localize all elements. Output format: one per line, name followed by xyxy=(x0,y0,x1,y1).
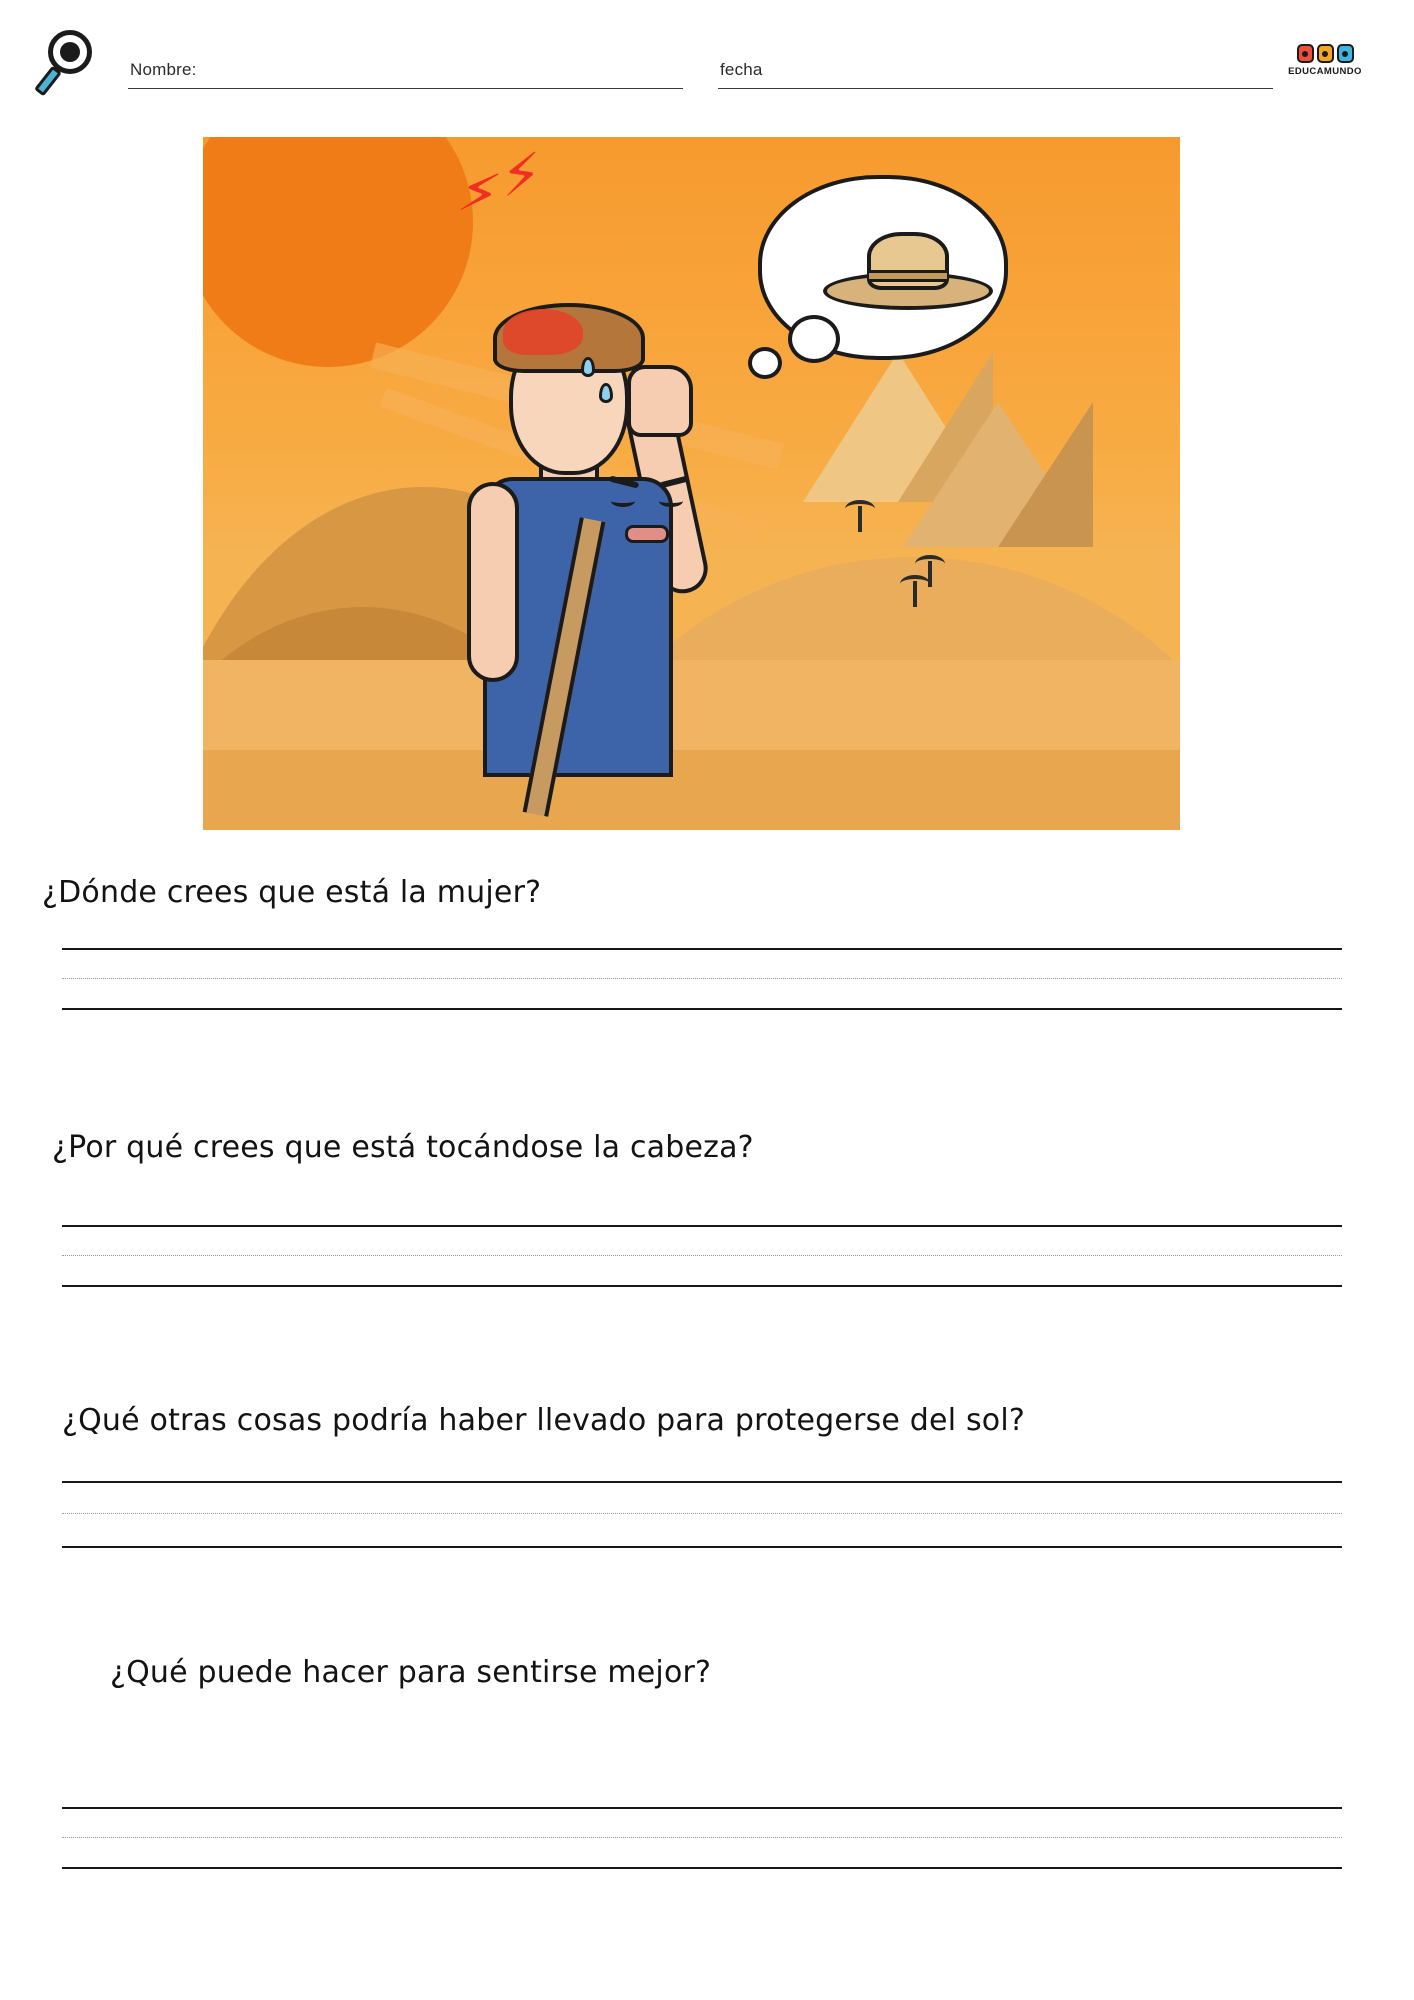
answer-line-1-bottom[interactable] xyxy=(62,1008,1342,1010)
eye-left xyxy=(611,495,635,507)
answer-line-1-top[interactable] xyxy=(62,948,1342,950)
brand-name: EDUCAMUNDO xyxy=(1288,66,1362,77)
date-label: fecha xyxy=(720,60,763,79)
answer-line-2-top[interactable] xyxy=(62,1225,1342,1227)
date-field[interactable] xyxy=(718,54,1273,89)
answer-line-2-mid xyxy=(62,1255,1342,1256)
answer-line-3-bottom[interactable] xyxy=(62,1546,1342,1548)
thought-bubble-small xyxy=(788,315,840,363)
brand-dots-icon xyxy=(1270,44,1380,63)
answer-line-3-mid xyxy=(62,1513,1342,1514)
sweat-drop-icon xyxy=(599,383,613,403)
eye-right xyxy=(659,495,683,507)
answer-line-4-mid xyxy=(62,1837,1342,1838)
sunburn-mark xyxy=(503,309,583,355)
page-header xyxy=(0,22,1414,102)
palm-tree-icon xyxy=(898,567,932,607)
answer-line-1-mid xyxy=(62,978,1342,979)
answer-line-2-bottom[interactable] xyxy=(62,1285,1342,1287)
brand-dot-red xyxy=(1297,44,1314,63)
answer-line-3-top[interactable] xyxy=(62,1481,1342,1483)
question-text-2: ¿Por qué crees que está tocándose la cabeza? xyxy=(52,1130,754,1165)
right-hand xyxy=(627,365,693,437)
worksheet-illustration xyxy=(203,137,1180,830)
palm-trunk xyxy=(858,506,862,532)
name-label: Nombre: xyxy=(130,60,197,79)
magnifier-icon xyxy=(40,30,106,100)
mouth xyxy=(625,525,669,543)
question-text-1: ¿Dónde crees que está la mujer? xyxy=(42,875,542,910)
brand-dot-yellow xyxy=(1317,44,1334,63)
brand-dot-blue xyxy=(1337,44,1354,63)
lightning-bolt-icon: ⚡ xyxy=(453,155,506,231)
name-field[interactable] xyxy=(128,54,683,89)
palm-trunk xyxy=(913,581,917,607)
sweat-drop-icon xyxy=(581,357,595,377)
woman-figure xyxy=(431,237,761,817)
answer-line-4-top[interactable] xyxy=(62,1807,1342,1809)
hat-icon xyxy=(823,232,993,310)
left-arm xyxy=(467,482,519,682)
magnifier-lens xyxy=(48,30,92,74)
brand-logo xyxy=(1270,44,1380,77)
palm-tree-icon xyxy=(843,492,877,532)
question-text-4: ¿Qué puede hacer para sentirse mejor? xyxy=(110,1655,712,1690)
answer-line-4-bottom[interactable] xyxy=(62,1867,1342,1869)
hat-band xyxy=(869,270,947,282)
pyramid-shade xyxy=(998,402,1093,547)
question-text-3: ¿Qué otras cosas podría haber llevado para protegerse del sol? xyxy=(62,1403,1026,1438)
lightning-bolt-icon: ⚡ xyxy=(498,139,545,211)
